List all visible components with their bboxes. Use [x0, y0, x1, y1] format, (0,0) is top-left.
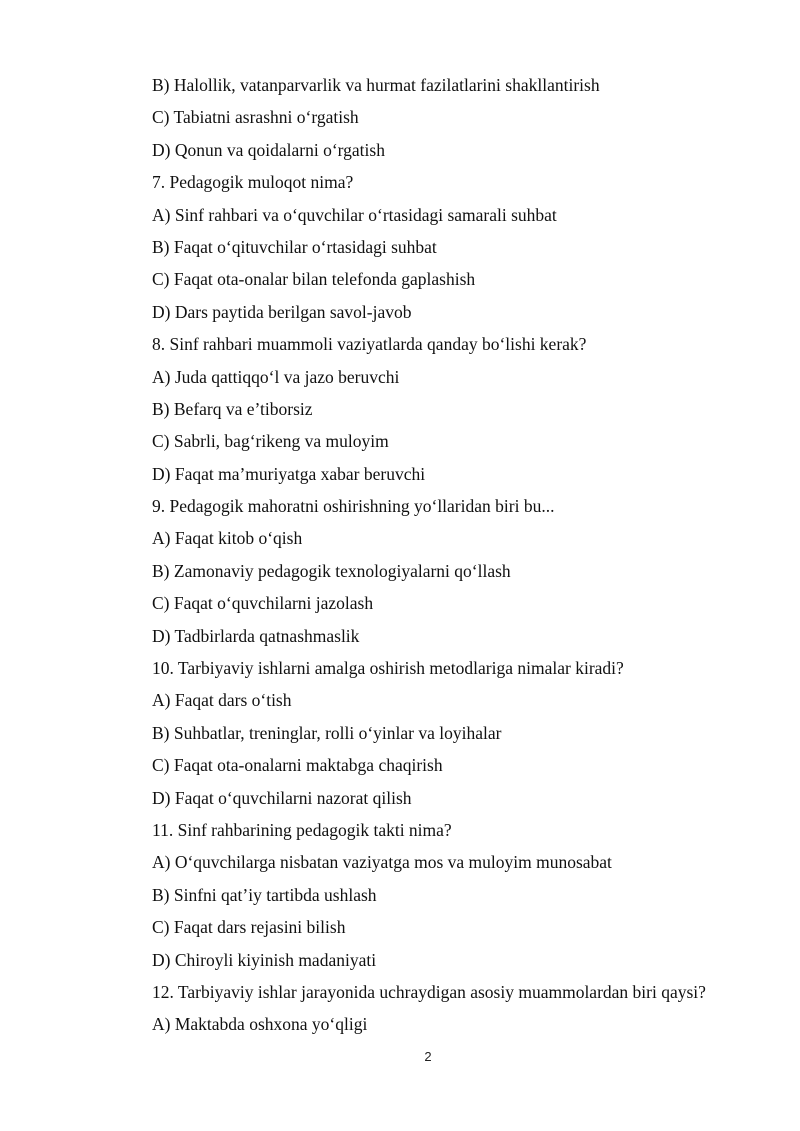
option-line: C) Tabiatni asrashni o‘rgatish — [152, 107, 359, 128]
option-line: D) Faqat ma’muriyatga xabar beruvchi — [152, 463, 426, 484]
option-line: C) Faqat ota-onalarni maktabga chaqirish — [152, 755, 443, 776]
option-line: D) Dars paytida berilgan savol-javob — [152, 301, 412, 322]
option-line: B) Suhbatlar, treninglar, rolli o‘yinlar va loyihalar — [152, 722, 502, 743]
page-number: 2 — [424, 1049, 432, 1064]
question-line: 8. Sinf rahbari muammoli vaziyatlarda qanday bo‘lishi kerak? — [152, 334, 587, 355]
option-line: B) Zamonaviy pedagogik texnologiyalarni qo‘llash — [152, 560, 511, 581]
question-line: 7. Pedagogik muloqot nima? — [152, 172, 354, 193]
option-line: C) Faqat dars rejasini bilish — [152, 917, 346, 938]
option-line: D) Qonun va qoidalarni o‘rgatish — [152, 139, 385, 160]
option-line: B) Halollik, vatanparvarlik va hurmat fazilatlarini shakllantirish — [152, 75, 600, 95]
question-line: 11. Sinf rahbarining pedagogik takti nima? — [152, 819, 452, 840]
option-line: C) Faqat o‘quvchilarni jazolash — [152, 593, 374, 614]
question-line: 10. Tarbiyaviy ishlarni amalga oshirish metodlariga nimalar kiradi? — [152, 658, 624, 679]
option-line: A) Sinf rahbari va o‘quvchilar o‘rtasidagi samarali suhbat — [152, 204, 557, 225]
option-line: A) Maktabda oshxona yo‘qligi — [152, 1014, 368, 1035]
option-line: C) Sabrli, bag‘rikeng va muloyim — [152, 431, 389, 452]
option-line: B) Befarq va e’tiborsiz — [152, 398, 313, 419]
document-body — [152, 75, 772, 1047]
question-line: 9. Pedagogik mahoratni oshirishning yo‘llaridan biri bu... — [152, 496, 555, 517]
option-line: D) Chiroyli kiyinish madaniyati — [152, 949, 377, 970]
question-line: 12. Tarbiyaviy ishlar jarayonida uchraydigan asosiy muammolardan biri qaysi? — [152, 981, 706, 1002]
option-line: A) Juda qattiqqo‘l va jazo beruvchi — [152, 366, 400, 387]
option-line: B) Faqat o‘qituvchilar o‘rtasidagi suhbat — [152, 236, 437, 257]
option-line: C) Faqat ota-onalar bilan telefonda gaplashish — [152, 269, 476, 290]
option-line: A) Faqat dars o‘tish — [152, 690, 292, 711]
option-line: D) Tadbirlarda qatnashmaslik — [152, 625, 360, 646]
option-line: A) O‘quvchilarga nisbatan vaziyatga mos va muloyim munosabat — [152, 852, 612, 873]
option-line: B) Sinfni qat’iy tartibda ushlash — [152, 884, 377, 905]
option-line: A) Faqat kitob o‘qish — [152, 528, 303, 549]
option-line: D) Faqat o‘quvchilarni nazorat qilish — [152, 787, 412, 808]
